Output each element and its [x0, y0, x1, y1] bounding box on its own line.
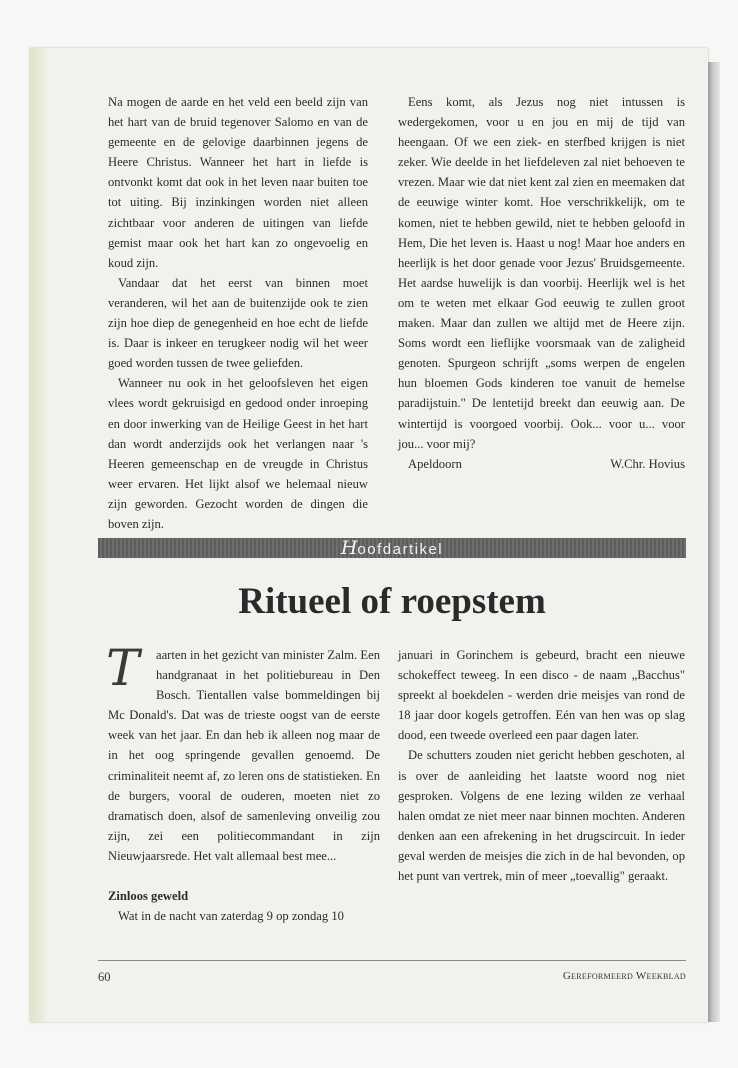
paragraph: Vandaar dat het eerst van binnen moet veranderen, wil het aan de buitenzijde ook te zien zijn hoe diep de genegenheid en hoe echt de liefde is. Daar is inkeer en terugkeer nodig wil het weer goed worden tussen de twee geliefden. — [108, 275, 368, 371]
article-column-left — [106, 639, 380, 926]
publication-name: Gereformeerd Weekblad — [562, 970, 686, 982]
paragraph: Na mogen de aarde en het veld een beeld zijn van het hart van de bruid tegenover Salomo en van de gemeente en de gelovige daarbinnen jegens de Heere Christus. Wanneer het hart in liefde is ontvonkt komt dat ook in het leven naar buiten toe tot uiting. Bij inzinkingen worden niet alleen zichtbaar voor anderen de uitingen van liefde gemist maar ook het hart kan zo ongevoelig en koud zijn. — [108, 95, 368, 270]
paragraph: Wanneer nu ook in het geloofsleven het eigen vlees wordt gekruisigd en gedood onder inroeping en door inwerking van de Heilige Geest in het hart dan wordt anderzijds ook het verlangen naar 's Heeren gemeenschap en de vreugde in Christus weer ervaren. Het lijkt alsof we helemaal nieuw zijn geworden. Gezocht worden de dingen die boven zijn. — [108, 376, 368, 531]
paragraph: januari in Gorinchem is gebeurd, bracht een nieuwe schokeffect teweeg. In een disco - de naam „Bacchus" spreekt al boekdelen - werden drie meisjes van rond de 18 jaar door kogels getroffen. Eén van hen was op slag dood, een tweede overleed een paar dagen later. — [398, 648, 685, 743]
section-label — [98, 538, 686, 558]
drop-cap: T — [106, 639, 140, 697]
page-number: 60 — [98, 970, 111, 984]
previous-article-column-right — [398, 92, 685, 474]
signature-line — [398, 454, 685, 474]
section-label-initial: H — [340, 537, 358, 559]
footer-divider — [98, 960, 686, 961]
paragraph: De schutters zouden niet gericht hebben geschoten, al is over de aanleiding het laatste woord nog niet gesproken. Volgens de ene lezing wilden ze verhaal halen omdat ze niet meer naar binnen mochten. Anderen denken aan een afrekening in het drugscircuit. In ieder geval werden de meisjes die zich in de hal bevonden, op het punt van vertrek, min of meer „toevallig" geraakt. — [398, 748, 685, 884]
opening-paragraph — [106, 639, 380, 866]
paragraph: Eens komt, als Jezus nog niet intussen is wedergekomen, voor u en jou en mij de tijd van heengaan. Of we een ziek- en sterfbed krijgen is niet zeker. Wie deelde in het liefdeleven zal niet behoeven te vrezen. Maar wie dat niet kent zal zien en meemaken dat de eeuwige winter komt. Hoe verschrikkelijk, om te komen, niet te hebben gewild, niet te hebben geloofd in Hem, Die het leven is. Haast u nog! Maar hoe anders en heerlijk is het door genade voor Jezus' Bruidsgemeente. Het aardse huwelijk is dan voorbij. Heerlijk wel is het om te weten met elkaar God eeuwig te zullen groot maken. Maar dan zullen we altijd met de Heere zijn. Soms wordt een lieflijke voorsmaak van de zaligheid genoten. Spurgeon schrijft „soms werpen de engelen hun bloemen Gods kinderen toe vanuit de hemelse paradijstuin." De lentetijd breekt dan eeuwig aan. De wintertijd is voorgoed voorbij. Ook... voor u... voor jou... voor mij? — [398, 95, 685, 451]
paragraph: Wat in de nacht van zaterdag 9 op zondag 10 — [118, 909, 344, 924]
page-stack-edge — [708, 62, 720, 1022]
signature-place: Apeldoorn — [408, 456, 462, 471]
article-headline: Ritueel of roepstem — [238, 581, 546, 622]
page-binding-edge — [30, 48, 46, 1022]
signature-author: W.Chr. Hovius — [610, 456, 685, 471]
article-column-right — [398, 645, 685, 886]
opening-text: aarten in het gezicht van minister Zalm. Een handgranaat in het politiebureau in Den Bosch. Tientallen valse bommeldingen bij Mc Donald's. Dat was de trieste oogst van de eerste week van het jaar. En dan heb ik alleen nog maar de in het oog springende gevallen genoemd. De criminaliteit neemt af, zo leren ons de statistieken. En de burgers, vooral de ouderen, moeten niet zo dramatisch doen, alsof de samenleving onveilig zou zijn, zei een politiecommandant in zijn Nieuwjaarsrede. Het valt allemaal best mee... — [108, 648, 380, 863]
subheading: Zinloos geweld — [108, 889, 189, 904]
previous-article-column-left — [108, 92, 368, 534]
section-banner — [98, 538, 686, 558]
section-label-rest: oofdartikel — [357, 541, 444, 558]
